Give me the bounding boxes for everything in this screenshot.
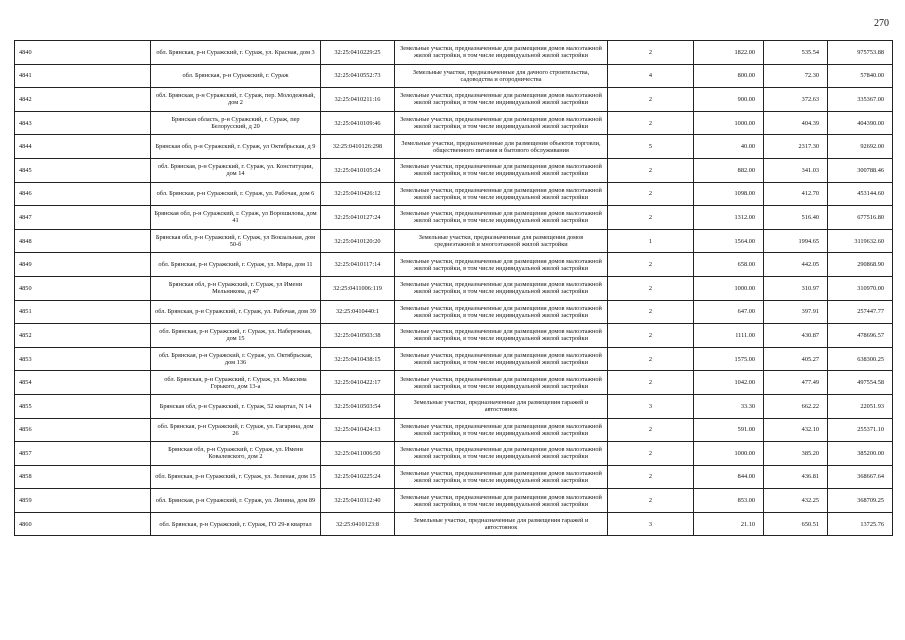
- unit-cost-cell: 442.05: [764, 253, 828, 277]
- permitted-use-cell: Земельные участки, предназначенные для размещения объектов торговли, общественного питания и бытового обслуживания: [395, 135, 608, 159]
- cadastral-number-cell: 32:25:0410109:46: [321, 111, 395, 135]
- row-number-cell: 4850: [15, 276, 151, 300]
- cadastral-value-cell: 385200.00: [828, 442, 893, 466]
- cadastral-value-cell: 478696.57: [828, 324, 893, 348]
- unit-cost-cell: 432.25: [764, 489, 828, 513]
- cadastral-value-cell: 3119632.60: [828, 229, 893, 253]
- area-cell: 1000.00: [694, 276, 764, 300]
- address-cell: Брянская обл, р-н Суражский, г. Сураж, ул Ворошилова, дом 41: [151, 206, 321, 230]
- permitted-use-cell: Земельные участки, предназначенные для размещения гаражей и автостоянок: [395, 512, 608, 536]
- cadastral-number-cell: 32:25:0411006:50: [321, 442, 395, 466]
- area-cell: 1822.00: [694, 41, 764, 65]
- unit-cost-cell: 1994.65: [764, 229, 828, 253]
- use-group-cell: 2: [608, 111, 694, 135]
- cadastral-number-cell: 32:25:0410503:54: [321, 394, 395, 418]
- use-group-cell: 2: [608, 418, 694, 442]
- address-cell: обл. Брянская, р-н Суражский, г. Сураж, ул. Рабочая, дом 39: [151, 300, 321, 324]
- unit-cost-cell: 432.10: [764, 418, 828, 442]
- cadastral-value-cell: 257447.77: [828, 300, 893, 324]
- row-number-cell: 4844: [15, 135, 151, 159]
- permitted-use-cell: Земельные участки, предназначенные для размещения домов малоэтажной жилой застройки, в том числе индивидуальной жилой застройки: [395, 371, 608, 395]
- use-group-cell: 2: [608, 253, 694, 277]
- table-row: [15, 229, 893, 253]
- use-group-cell: 2: [608, 182, 694, 206]
- row-number-cell: 4849: [15, 253, 151, 277]
- cadastral-value-cell: 13725.76: [828, 512, 893, 536]
- table-row: [15, 324, 893, 348]
- address-cell: обл. Брянская, р-н Суражский, г. Сураж, ул. Максима Горького, дом 13-а: [151, 371, 321, 395]
- permitted-use-cell: Земельные участки, предназначенные для размещения домов малоэтажной жилой застройки, в том числе индивидуальной жилой застройки: [395, 300, 608, 324]
- unit-cost-cell: 372.63: [764, 88, 828, 112]
- address-cell: Брянская обл, р-н Суражский, г. Сураж, ул Вокзальная, дом 50-б: [151, 229, 321, 253]
- address-cell: обл. Брянская, р-н Суражский, г. Сураж, ул. Мира, дом 11: [151, 253, 321, 277]
- area-cell: 33.30: [694, 394, 764, 418]
- cadastral-number-cell: 32:25:0410424:13: [321, 418, 395, 442]
- area-cell: 1000.00: [694, 442, 764, 466]
- row-number-cell: 4840: [15, 41, 151, 65]
- address-cell: обл. Брянская, р-н Суражский, г. Сураж, пер. Молодежный, дом 2: [151, 88, 321, 112]
- unit-cost-cell: 477.49: [764, 371, 828, 395]
- cadastral-value-cell: 22051.93: [828, 394, 893, 418]
- row-number-cell: 4847: [15, 206, 151, 230]
- row-number-cell: 4841: [15, 64, 151, 88]
- permitted-use-cell: Земельные участки, предназначенные для размещения домов малоэтажной жилой застройки, в том числе индивидуальной жилой застройки: [395, 489, 608, 513]
- table-body: [15, 41, 893, 536]
- row-number-cell: 4859: [15, 489, 151, 513]
- use-group-cell: 2: [608, 41, 694, 65]
- row-number-cell: 4843: [15, 111, 151, 135]
- permitted-use-cell: Земельные участки, предназначенные для размещения домов малоэтажной жилой застройки, в том числе индивидуальной жилой застройки: [395, 324, 608, 348]
- unit-cost-cell: 516.40: [764, 206, 828, 230]
- row-number-cell: 4858: [15, 465, 151, 489]
- address-cell: обл. Брянская, р-н Суражский, г. Сураж, ул. Красная, дом 3: [151, 41, 321, 65]
- table-row: [15, 206, 893, 230]
- cadastral-number-cell: 32:25:0410503:38: [321, 324, 395, 348]
- unit-cost-cell: 385.20: [764, 442, 828, 466]
- address-cell: Брянская обл, р-н Суражский, г. Сураж, 52 квартал, N 14: [151, 394, 321, 418]
- table-row: [15, 41, 893, 65]
- row-number-cell: 4855: [15, 394, 151, 418]
- cadastral-number-cell: 32:25:0410123:8: [321, 512, 395, 536]
- unit-cost-cell: 662.22: [764, 394, 828, 418]
- permitted-use-cell: Земельные участки, предназначенные для размещения домов малоэтажной жилой застройки, в том числе индивидуальной жилой застройки: [395, 418, 608, 442]
- cadastral-value-cell: 453144.60: [828, 182, 893, 206]
- unit-cost-cell: 436.81: [764, 465, 828, 489]
- area-cell: 882.00: [694, 158, 764, 182]
- address-cell: обл. Брянская, р-н Суражский, г. Сураж: [151, 64, 321, 88]
- cadastral-value-cell: 975753.88: [828, 41, 893, 65]
- unit-cost-cell: 404.39: [764, 111, 828, 135]
- use-group-cell: 2: [608, 88, 694, 112]
- cadastral-number-cell: 32:25:0410438:15: [321, 347, 395, 371]
- address-cell: обл. Брянская, р-н Суражский, г. Сураж, ул. Октябрьская, дом 136: [151, 347, 321, 371]
- cadastral-number-cell: 32:25:0410229:25: [321, 41, 395, 65]
- unit-cost-cell: 405.27: [764, 347, 828, 371]
- row-number-cell: 4852: [15, 324, 151, 348]
- use-group-cell: 1: [608, 229, 694, 253]
- area-cell: 1575.00: [694, 347, 764, 371]
- permitted-use-cell: Земельные участки, предназначенные для размещения домов малоэтажной жилой застройки, в том числе индивидуальной жилой застройки: [395, 442, 608, 466]
- unit-cost-cell: 310.97: [764, 276, 828, 300]
- area-cell: 21.10: [694, 512, 764, 536]
- permitted-use-cell: Земельные участки, предназначенные для размещения домов малоэтажной жилой застройки, в том числе индивидуальной жилой застройки: [395, 206, 608, 230]
- cadastral-number-cell: 32:25:0410312:40: [321, 489, 395, 513]
- use-group-cell: 2: [608, 206, 694, 230]
- cadastral-number-cell: 32:25:0410127:24: [321, 206, 395, 230]
- permitted-use-cell: Земельные участки, предназначенные для размещения домов малоэтажной жилой застройки, в том числе индивидуальной жилой застройки: [395, 41, 608, 65]
- permitted-use-cell: Земельные участки, предназначенные для размещения гаражей и автостоянок: [395, 394, 608, 418]
- area-cell: 1098.00: [694, 182, 764, 206]
- row-number-cell: 4848: [15, 229, 151, 253]
- unit-cost-cell: 650.51: [764, 512, 828, 536]
- area-cell: 844.00: [694, 465, 764, 489]
- table-row: [15, 371, 893, 395]
- address-cell: обл. Брянская, р-н Суражский, г. Сураж, ул. Конституции, дом 14: [151, 158, 321, 182]
- address-cell: обл. Брянская, р-н Суражский, г. Сураж, ул. Зеленая, дом 15: [151, 465, 321, 489]
- unit-cost-cell: 341.03: [764, 158, 828, 182]
- address-cell: обл. Брянская, р-н Суражский, г. Сураж, ГО 29-в квартал: [151, 512, 321, 536]
- use-group-cell: 3: [608, 394, 694, 418]
- cadastral-value-cell: 310970.00: [828, 276, 893, 300]
- row-number-cell: 4846: [15, 182, 151, 206]
- table-row: [15, 253, 893, 277]
- use-group-cell: 2: [608, 300, 694, 324]
- use-group-cell: 2: [608, 158, 694, 182]
- permitted-use-cell: Земельные участки, предназначенные для размещения домов малоэтажной жилой застройки, в том числе индивидуальной жилой застройки: [395, 276, 608, 300]
- row-number-cell: 4845: [15, 158, 151, 182]
- table-row: [15, 64, 893, 88]
- cadastral-number-cell: 32:25:0410225:24: [321, 465, 395, 489]
- cadastral-value-cell: 255371.10: [828, 418, 893, 442]
- cadastral-number-cell: 32:25:0410120:20: [321, 229, 395, 253]
- row-number-cell: 4856: [15, 418, 151, 442]
- permitted-use-cell: Земельные участки, предназначенные для размещения домов малоэтажной жилой застройки, в том числе индивидуальной жилой застройки: [395, 158, 608, 182]
- cadastral-value-cell: 638300.25: [828, 347, 893, 371]
- unit-cost-cell: 72.30: [764, 64, 828, 88]
- area-cell: 647.00: [694, 300, 764, 324]
- address-cell: обл. Брянская, р-н Суражский, г. Сураж, ул. Ленина, дом 89: [151, 489, 321, 513]
- cadastral-value-cell: 335367.00: [828, 88, 893, 112]
- table-row: [15, 158, 893, 182]
- area-cell: 853.00: [694, 489, 764, 513]
- table-row: [15, 182, 893, 206]
- permitted-use-cell: Земельные участки, предназначенные для размещения домов малоэтажной жилой застройки, в том числе индивидуальной жилой застройки: [395, 465, 608, 489]
- table-row: [15, 512, 893, 536]
- area-cell: 591.00: [694, 418, 764, 442]
- table-row: [15, 442, 893, 466]
- permitted-use-cell: Земельные участки, предназначенные для размещения домов малоэтажной жилой застройки, в том числе индивидуальной жилой застройки: [395, 182, 608, 206]
- permitted-use-cell: Земельные участки, предназначенные для размещения домов среднеэтажной и многоэтажной жилой застройки: [395, 229, 608, 253]
- use-group-cell: 2: [608, 442, 694, 466]
- table-row: [15, 300, 893, 324]
- use-group-cell: 2: [608, 371, 694, 395]
- permitted-use-cell: Земельные участки, предназначенные для размещения домов малоэтажной жилой застройки, в том числе индивидуальной жилой застройки: [395, 88, 608, 112]
- unit-cost-cell: 2317.30: [764, 135, 828, 159]
- permitted-use-cell: Земельные участки, предназначенные для размещения домов малоэтажной жилой застройки, в том числе индивидуальной жилой застройки: [395, 347, 608, 371]
- cadastral-number-cell: 32:25:0411006:119: [321, 276, 395, 300]
- row-number-cell: 4842: [15, 88, 151, 112]
- cadastral-number-cell: 32:25:0410552:73: [321, 64, 395, 88]
- cadastral-number-cell: 32:25:0410117:14: [321, 253, 395, 277]
- cadastral-value-cell: 290868.90: [828, 253, 893, 277]
- cadastral-value-cell: 404390.00: [828, 111, 893, 135]
- page-number: 270: [874, 18, 889, 29]
- permitted-use-cell: Земельные участки, предназначенные для размещения домов малоэтажной жилой застройки, в том числе индивидуальной жилой застройки: [395, 253, 608, 277]
- cadastral-number-cell: 32:25:0410422:17: [321, 371, 395, 395]
- unit-cost-cell: 412.70: [764, 182, 828, 206]
- use-group-cell: 2: [608, 465, 694, 489]
- table-row: [15, 418, 893, 442]
- row-number-cell: 4853: [15, 347, 151, 371]
- use-group-cell: 2: [608, 347, 694, 371]
- area-cell: 1564.00: [694, 229, 764, 253]
- address-cell: обл. Брянская, р-н Суражский, г. Сураж, ул. Набережная, дом 15: [151, 324, 321, 348]
- cadastral-value-cell: 497554.58: [828, 371, 893, 395]
- address-cell: Брянская обл, р-н Суражский, г. Сураж, ул Октябрьская, д 9: [151, 135, 321, 159]
- cadastral-value-cell: 677516.80: [828, 206, 893, 230]
- area-cell: 1000.00: [694, 111, 764, 135]
- area-cell: 1111.00: [694, 324, 764, 348]
- land-registry-table: [14, 40, 893, 536]
- cadastral-number-cell: 32:25:0410426:12: [321, 182, 395, 206]
- permitted-use-cell: Земельные участки, предназначенные для размещения домов малоэтажной жилой застройки, в том числе индивидуальной жилой застройки: [395, 111, 608, 135]
- use-group-cell: 3: [608, 512, 694, 536]
- row-number-cell: 4860: [15, 512, 151, 536]
- use-group-cell: 2: [608, 276, 694, 300]
- cadastral-number-cell: 32:25:0410105:24: [321, 158, 395, 182]
- unit-cost-cell: 430.87: [764, 324, 828, 348]
- unit-cost-cell: 397.91: [764, 300, 828, 324]
- table-row: [15, 111, 893, 135]
- cadastral-value-cell: 92692.00: [828, 135, 893, 159]
- address-cell: обл. Брянская, р-н Суражский, г. Сураж, ул. Рабочая, дом 6: [151, 182, 321, 206]
- use-group-cell: 4: [608, 64, 694, 88]
- cadastral-number-cell: 32:25:0410126:298: [321, 135, 395, 159]
- table-row: [15, 135, 893, 159]
- area-cell: 40.00: [694, 135, 764, 159]
- table-row: [15, 88, 893, 112]
- use-group-cell: 2: [608, 324, 694, 348]
- table-row: [15, 465, 893, 489]
- address-cell: обл. Брянская, р-н Суражский, г. Сураж, ул. Гагарина, дом 26: [151, 418, 321, 442]
- table-row: [15, 489, 893, 513]
- cadastral-value-cell: 300788.46: [828, 158, 893, 182]
- address-cell: Брянская обл, р-н Суражский, г. Сураж, ул Имени Мельникова, д 47: [151, 276, 321, 300]
- address-cell: Брянская обл, р-н Суражский, г. Сураж, ул. Имени Ковалевского, дом 2: [151, 442, 321, 466]
- cadastral-number-cell: 32:25:0410211:16: [321, 88, 395, 112]
- address-cell: Брянская область, р-н Суражский, г. Сураж, пер Белорусский, д 20: [151, 111, 321, 135]
- use-group-cell: 2: [608, 489, 694, 513]
- permitted-use-cell: Земельные участки, предназначенные для дачного строительства, садоводства и огородничества: [395, 64, 608, 88]
- cadastral-number-cell: 32:25:0410440:1: [321, 300, 395, 324]
- row-number-cell: 4854: [15, 371, 151, 395]
- table-row: [15, 276, 893, 300]
- area-cell: 800.00: [694, 64, 764, 88]
- cadastral-value-cell: 368709.25: [828, 489, 893, 513]
- area-cell: 900.00: [694, 88, 764, 112]
- cadastral-value-cell: 368667.64: [828, 465, 893, 489]
- unit-cost-cell: 535.54: [764, 41, 828, 65]
- table-row: [15, 347, 893, 371]
- use-group-cell: 5: [608, 135, 694, 159]
- area-cell: 658.00: [694, 253, 764, 277]
- area-cell: 1042.00: [694, 371, 764, 395]
- row-number-cell: 4851: [15, 300, 151, 324]
- area-cell: 1312.00: [694, 206, 764, 230]
- table-row: [15, 394, 893, 418]
- row-number-cell: 4857: [15, 442, 151, 466]
- cadastral-value-cell: 57840.00: [828, 64, 893, 88]
